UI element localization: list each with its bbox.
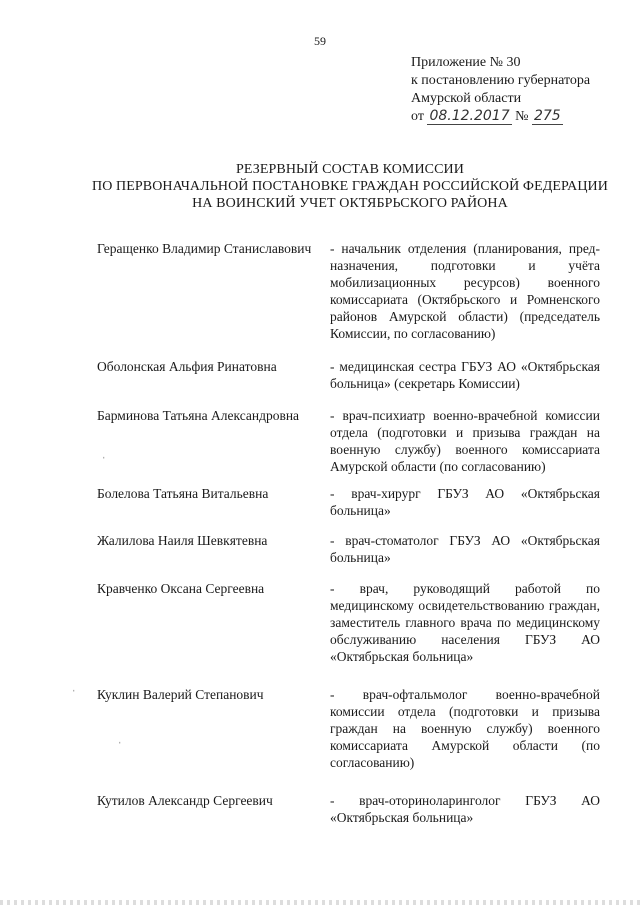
member-role: - врач-стоматолог ГБУЗ АО «Октябрьская больница»: [330, 533, 600, 565]
member-role: - врач, руководящий работой по медицинскому освидетельствованию граждан, заместитель главного врача по медицинскому обслуживанию населения ГБУЗ АО «Октябрьская больница»: [330, 581, 600, 664]
member-role: - медицинская сестра ГБУЗ АО «Октябрьская больница» (секретарь Комиссии): [330, 359, 600, 391]
title-line-1: РЕЗЕРВНЫЙ СОСТАВ КОМИССИИ: [236, 162, 464, 177]
member-role: - врач-офтальмолог военно-врачебной комиссии отдела (подготовки и призыва граждан на военную службу) военного комиссариата Амурской области (по согласованию): [330, 687, 600, 770]
page-number: 59: [314, 34, 326, 48]
number-prefix: №: [515, 109, 529, 124]
appendix-region: Амурской области: [411, 91, 522, 106]
member-role: - врач-психиатр военно-врачебной комиссии отдела (подготовки и призыва граждан на военную службу) военного комиссариата Амурской области (по согласованию): [330, 408, 600, 474]
scan-speck: ˈ: [118, 740, 122, 752]
member-name: Оболонская Альфия Ринатовна: [97, 359, 277, 374]
title-line-2: ПО ПЕРВОНАЧАЛЬНОЙ ПОСТАНОВКЕ ГРАЖДАН РОССИЙСКОЙ ФЕДЕРАЦИИ: [92, 179, 608, 194]
appendix-title: Приложение № 30: [411, 55, 521, 70]
member-name: Кутилов Александр Сергеевич: [97, 793, 273, 808]
appendix-date-number: [411, 108, 590, 126]
member-name: Болелова Татьяна Витальевна: [97, 486, 269, 501]
member-name: Кравченко Оксана Сергеевна: [97, 581, 265, 596]
member-role: - начальник отделения (планирования, пред-назначения, подготовки и учёта мобилизационных ресурсов) военного комиссариата (Октябрьского и Ромненского районов Амурской области) (председатель Комиссии, по согласованию): [330, 241, 600, 341]
scan-speck: ˌ: [72, 680, 76, 692]
member-role: - врач-оториноларинголог ГБУЗ АО «Октябрьская больница»: [330, 793, 600, 825]
date-prefix: от: [411, 109, 424, 124]
scan-bottom-edge: [0, 900, 640, 905]
scan-speck: ˈ: [102, 455, 106, 467]
title-line-3: НА ВОИНСКИЙ УЧЕТ ОКТЯБРЬСКОГО РАЙОНА: [192, 196, 508, 211]
document-title: [60, 161, 640, 212]
member-role: - врач-хирург ГБУЗ АО «Октябрьская больница»: [330, 486, 600, 518]
member-name: Геращенко Владимир Станиславович: [97, 241, 312, 256]
appendix-decree-reference: к постановлению губернатора: [411, 73, 591, 88]
handwritten-date: 08.12.2017: [429, 108, 510, 124]
member-name: Барминова Татьяна Александровна: [97, 408, 300, 423]
handwritten-number: 275: [533, 108, 561, 124]
member-name: Жалилова Наиля Шевкятевна: [97, 533, 268, 548]
member-name: Куклин Валерий Степанович: [97, 687, 264, 702]
appendix-header: [411, 54, 590, 126]
